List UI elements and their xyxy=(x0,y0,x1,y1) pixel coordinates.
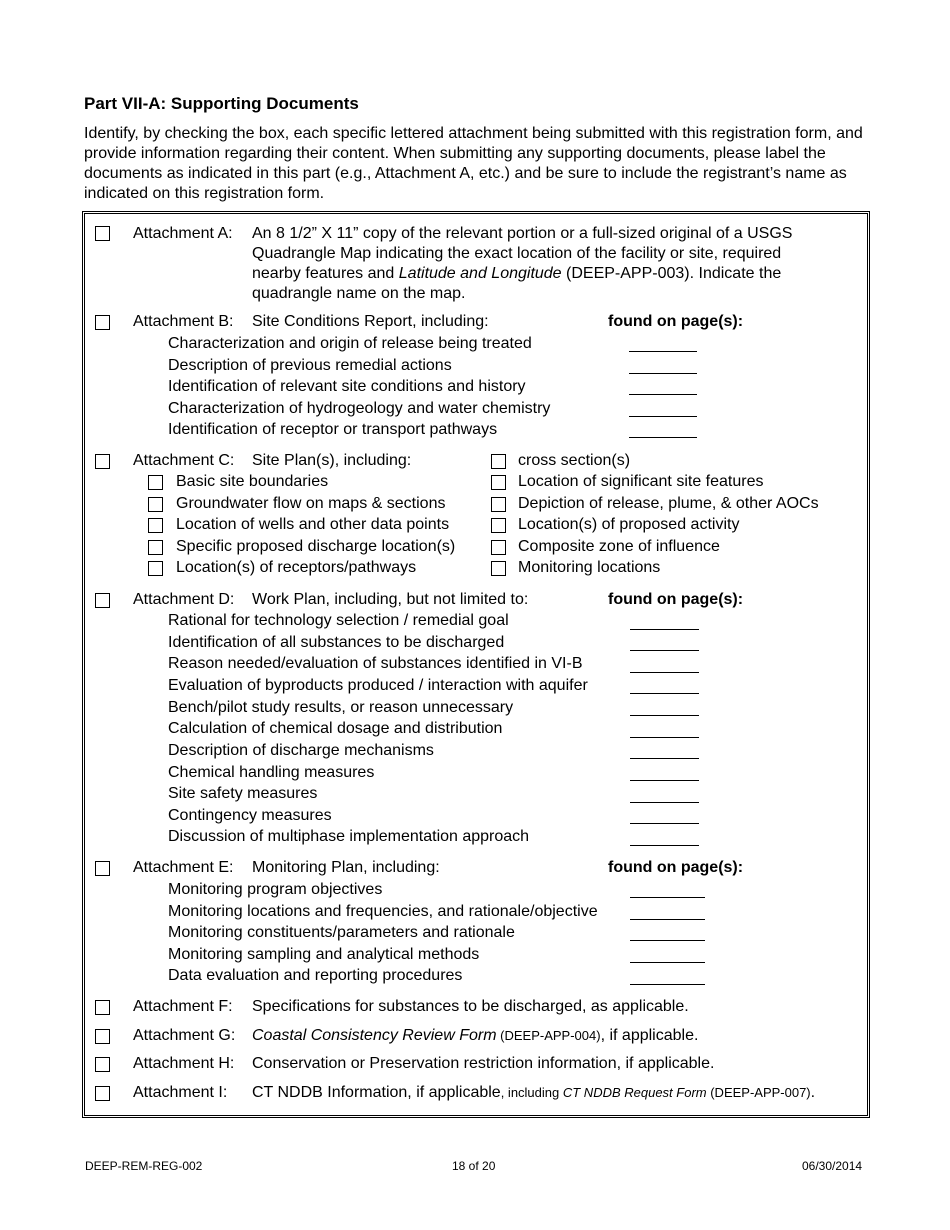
instructions-paragraph: Identify, by checking the box, each specific lettered attachment being submitted with this registration form, and provide information regarding their content. When submitting any supporting documents, please label the documents as indicated in this part (e.g., Attachment A, etc.) and be sure to include the registrant’s name as indicated on this registration form. xyxy=(84,125,863,202)
attachment-c-left-item: Location of wells and other data points xyxy=(176,516,450,533)
attachment-d-item: Bench/pilot study results, or reason unnecessary xyxy=(168,699,514,716)
attachment-a-desc-line4: quadrangle name on the map. xyxy=(252,285,466,302)
attachment-b-checkbox[interactable] xyxy=(95,315,110,330)
attachment-e-page-field[interactable] xyxy=(630,919,705,920)
monitoring-locations-checkbox[interactable] xyxy=(491,561,506,576)
attachment-e-item: Monitoring constituents/parameters and rationale xyxy=(168,924,515,941)
attachment-d-item: Reason needed/evaluation of substances identified in VI-B xyxy=(168,655,583,672)
attachment-d-item: Description of discharge mechanisms xyxy=(168,742,434,759)
attachment-b-item: Description of previous remedial actions xyxy=(168,357,452,374)
attachment-a-desc-line2: Quadrangle Map indicating the exact location of the facility or site, required xyxy=(252,245,782,262)
attachment-c-label: Attachment C: xyxy=(133,452,235,469)
attachment-d-item: Discussion of multiphase implementation approach xyxy=(168,828,530,845)
attachment-d-page-field[interactable] xyxy=(630,629,699,630)
attachment-b-found-label: found on page(s): xyxy=(608,313,744,330)
footer-page-number: 18 of 20 xyxy=(452,1159,496,1173)
attachment-c-desc: Site Plan(s), including: xyxy=(252,452,412,469)
attachment-b-item: Identification of receptor or transport pathways xyxy=(168,421,498,438)
attachment-d-item: Chemical handling measures xyxy=(168,764,375,781)
attachment-c-right-item: Depiction of release, plume, & other AOCs xyxy=(518,495,819,512)
attachment-d-page-field[interactable] xyxy=(630,845,699,846)
attachment-b-item: Characterization of hydrogeology and water chemistry xyxy=(168,400,551,417)
attachment-c-left-item: Groundwater flow on maps & sections xyxy=(176,495,446,512)
attachment-c-right-item: Location of significant site features xyxy=(518,473,764,490)
attachment-e-item: Data evaluation and reporting procedures xyxy=(168,967,463,984)
attachment-d-label: Attachment D: xyxy=(133,591,235,608)
attachment-d-page-field[interactable] xyxy=(630,650,699,651)
attachment-h-checkbox[interactable] xyxy=(95,1057,110,1072)
attachment-b-label: Attachment B: xyxy=(133,313,234,330)
attachment-b-page-field[interactable] xyxy=(629,394,697,395)
attachment-e-label: Attachment E: xyxy=(133,859,234,876)
attachment-a-checkbox[interactable] xyxy=(95,226,110,241)
attachment-c-right-item: Monitoring locations xyxy=(518,559,661,576)
attachment-d-page-field[interactable] xyxy=(630,672,699,673)
attachment-a-desc-line1: An 8 1/2” X 11” copy of the relevant portion or a full-sized original of a USGS xyxy=(252,225,793,242)
attachment-b-page-field[interactable] xyxy=(629,351,697,352)
page-title: Part VII-A: Supporting Documents xyxy=(84,94,359,113)
release-plume-checkbox[interactable] xyxy=(491,497,506,512)
attachment-c-left-item: Location(s) of receptors/pathways xyxy=(176,559,417,576)
attachment-g-desc: Coastal Consistency Review Form (DEEP-APP-004), if applicable. xyxy=(252,1027,699,1044)
attachment-b-item: Identification of relevant site conditions and history xyxy=(168,378,526,395)
attachment-f-desc: Specifications for substances to be discharged, as applicable. xyxy=(252,998,689,1015)
attachment-b-desc: Site Conditions Report, including: xyxy=(252,313,489,330)
attachment-d-item: Contingency measures xyxy=(168,807,332,824)
attachment-g-checkbox[interactable] xyxy=(95,1029,110,1044)
attachment-b-item: Characterization and origin of release being treated xyxy=(168,335,532,352)
basic-site-boundaries-checkbox[interactable] xyxy=(148,475,163,490)
proposed-activity-checkbox[interactable] xyxy=(491,518,506,533)
attachment-e-page-field[interactable] xyxy=(630,897,705,898)
attachment-d-item: Calculation of chemical dosage and distribution xyxy=(168,720,503,737)
attachment-d-desc: Work Plan, including, but not limited to: xyxy=(252,591,529,608)
attachment-e-found-label: found on page(s): xyxy=(608,859,744,876)
attachment-d-page-field[interactable] xyxy=(630,737,699,738)
attachment-f-label: Attachment F: xyxy=(133,998,233,1015)
attachment-c-right-item: Location(s) of proposed activity xyxy=(518,516,740,533)
attachment-d-checkbox[interactable] xyxy=(95,593,110,608)
attachment-a-desc-line3: nearby features and Latitude and Longitude (DEEP-APP-003). Indicate the xyxy=(252,265,782,282)
attachment-e-checkbox[interactable] xyxy=(95,861,110,876)
attachment-c-right-item: Composite zone of influence xyxy=(518,538,720,555)
attachment-e-item: Monitoring program objectives xyxy=(168,881,383,898)
attachment-d-item: Rational for technology selection / remedial goal xyxy=(168,612,509,629)
site-features-checkbox[interactable] xyxy=(491,475,506,490)
groundwater-flow-checkbox[interactable] xyxy=(148,497,163,512)
attachment-e-item: Monitoring sampling and analytical methods xyxy=(168,946,480,963)
footer-date: 06/30/2014 xyxy=(802,1159,863,1173)
attachment-c-left-item: Specific proposed discharge location(s) xyxy=(176,538,456,555)
attachment-d-found-label: found on page(s): xyxy=(608,591,744,608)
attachment-c-left-item: Basic site boundaries xyxy=(176,473,329,490)
attachment-d-page-field[interactable] xyxy=(630,823,699,824)
attachment-h-desc: Conservation or Preservation restriction information, if applicable. xyxy=(252,1055,715,1072)
attachment-f-checkbox[interactable] xyxy=(95,1000,110,1015)
attachment-e-page-field[interactable] xyxy=(630,962,705,963)
attachment-d-page-field[interactable] xyxy=(630,693,699,694)
attachment-d-page-field[interactable] xyxy=(630,802,699,803)
attachment-i-label: Attachment I: xyxy=(133,1084,228,1101)
discharge-location-checkbox[interactable] xyxy=(148,540,163,555)
attachment-b-page-field[interactable] xyxy=(629,437,697,438)
attachment-d-item: Identification of all substances to be discharged xyxy=(168,634,505,651)
attachment-e-page-field[interactable] xyxy=(630,940,705,941)
latitude-longitude-italic: Latitude and Longitude xyxy=(398,265,562,282)
attachment-i-checkbox[interactable] xyxy=(95,1086,110,1101)
attachment-e-desc: Monitoring Plan, including: xyxy=(252,859,440,876)
wells-data-points-checkbox[interactable] xyxy=(148,518,163,533)
attachment-d-page-field[interactable] xyxy=(630,780,699,781)
attachment-b-page-field[interactable] xyxy=(629,416,697,417)
attachment-h-label: Attachment H: xyxy=(133,1055,235,1072)
footer-form-id: DEEP-REM-REG-002 xyxy=(85,1159,203,1173)
attachment-i-desc: CT NDDB Information, if applicable, including CT NDDB Request Form (DEEP-APP-007). xyxy=(252,1084,816,1101)
attachment-d-page-field[interactable] xyxy=(630,715,699,716)
cross-sections-checkbox[interactable] xyxy=(491,454,506,469)
attachment-c-right-item: cross section(s) xyxy=(518,452,631,469)
attachment-a-label: Attachment A: xyxy=(133,225,233,242)
attachment-e-page-field[interactable] xyxy=(630,984,705,985)
receptors-pathways-checkbox[interactable] xyxy=(148,561,163,576)
attachment-b-page-field[interactable] xyxy=(629,373,697,374)
attachment-d-item: Site safety measures xyxy=(168,785,318,802)
zone-of-influence-checkbox[interactable] xyxy=(491,540,506,555)
attachment-e-item: Monitoring locations and frequencies, and rationale/objective xyxy=(168,903,598,920)
attachment-d-item: Evaluation of byproducts produced / interaction with aquifer xyxy=(168,677,588,694)
attachment-g-label: Attachment G: xyxy=(133,1027,236,1044)
attachment-d-page-field[interactable] xyxy=(630,758,699,759)
attachment-c-checkbox[interactable] xyxy=(95,454,110,469)
